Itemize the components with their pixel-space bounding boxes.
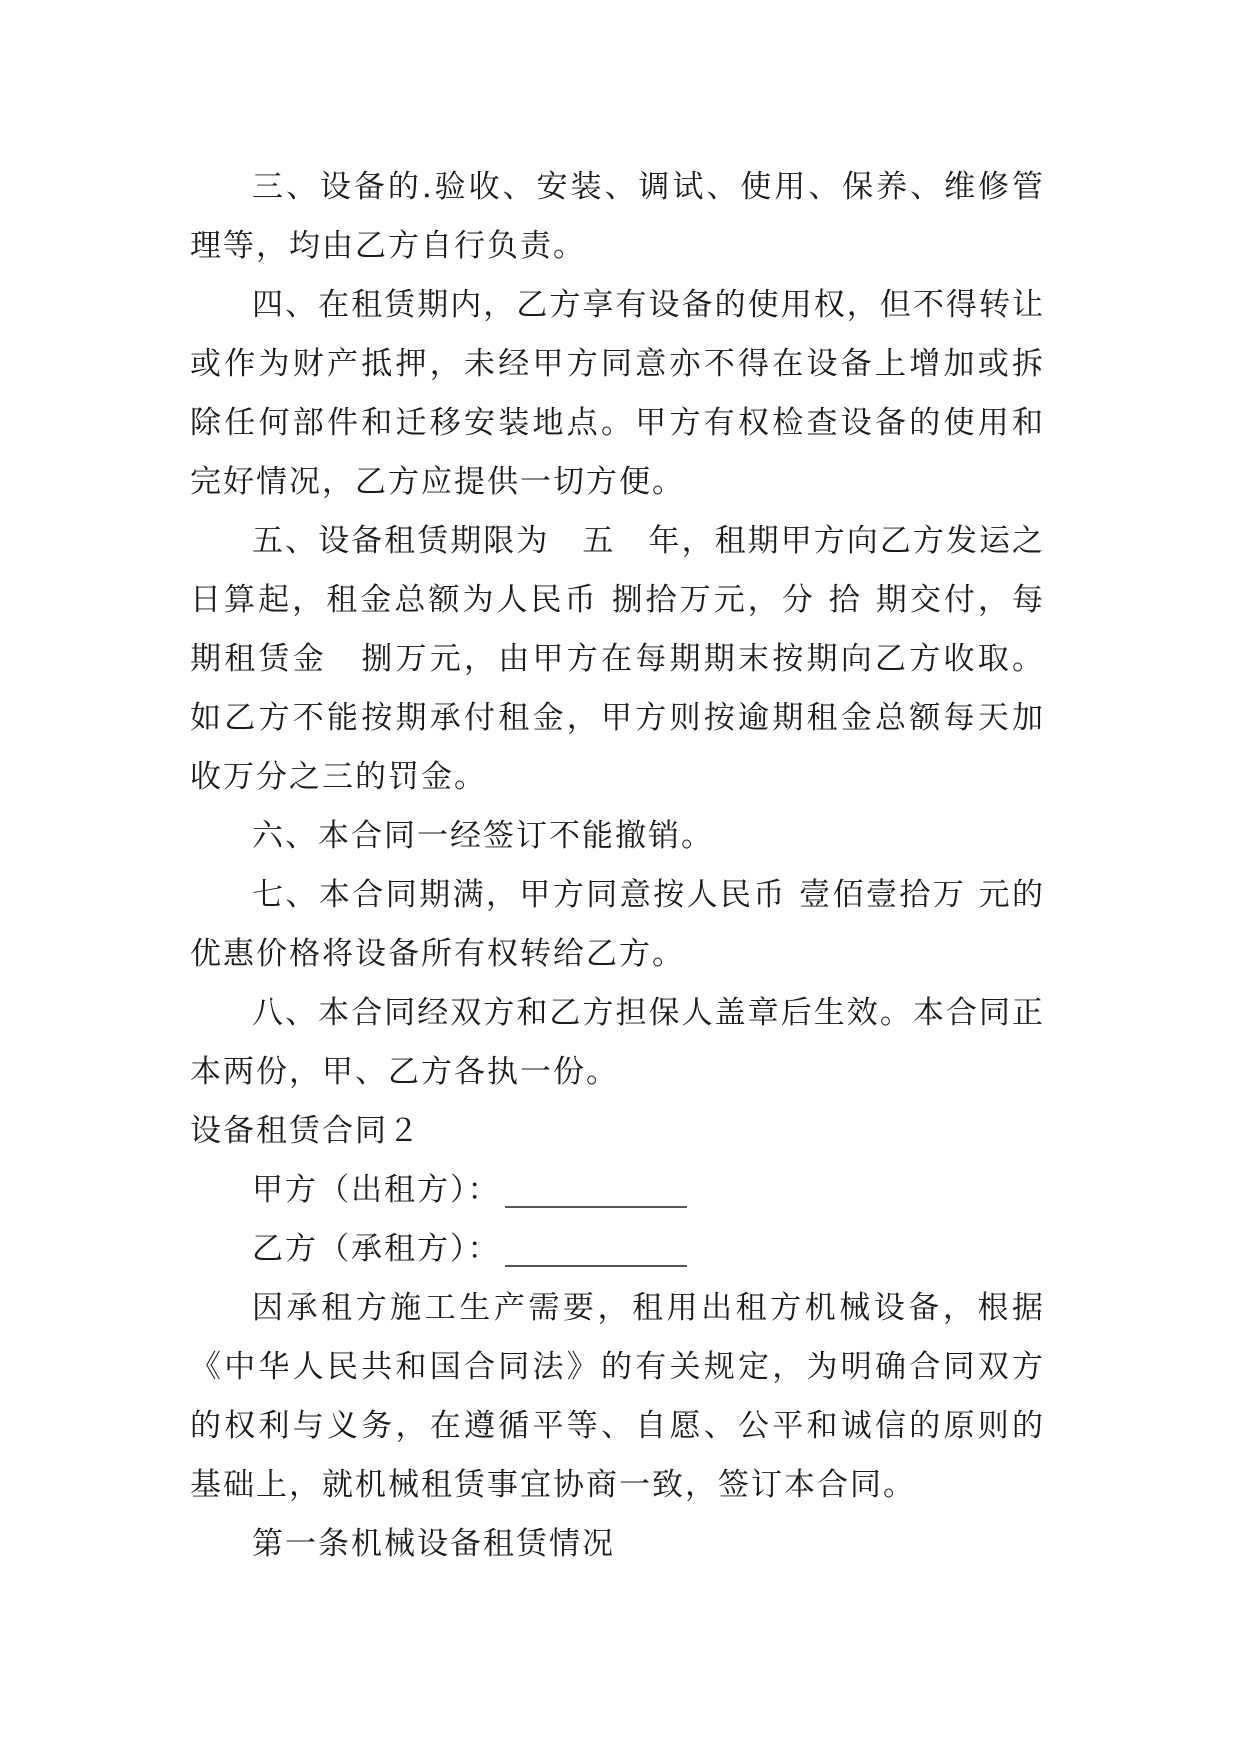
party-a-blank <box>505 1175 687 1208</box>
clause-4: 四、在租赁期内，乙方享有设备的使用权，但不得转让或作为财产抵押，未经甲方同意亦不得在设备上增加或拆除任何部件和迁移安装地点。甲方有权检查设备的使用和完好情况，乙方应提供一切方便。 <box>190 287 1045 500</box>
party-b-blank <box>505 1234 687 1267</box>
article-1-heading: 第一条机械设备租赁情况 <box>252 1526 615 1562</box>
clause-7: 七、本合同期满，甲方同意按人民币 壹佰壹拾万 元的优惠价格将设备所有权转给乙方。 <box>190 877 1045 972</box>
section-title: 设备租赁合同２ <box>190 1113 421 1149</box>
clause-3: 三、设备的.验收、安装、调试、使用、保养、维修管理等，均由乙方自行负责。 <box>190 169 1045 264</box>
document-body <box>190 158 1045 1574</box>
clause-5: 五、设备租赁期限为 五 年，租期甲方向乙方发运之日算起，租金总额为人民币 捌拾万元，分 拾 期交付，每期租赁金 捌万元，由甲方在每期期末按期向乙方收取。如乙方不能按期承付租金，甲方则按逾期租金总额每天加收万分之三的罚金。 <box>190 523 1045 795</box>
party-a-line <box>190 1161 1045 1220</box>
party-b-label: 乙方（承租方）： <box>252 1231 501 1267</box>
clause-6: 六、本合同一经签订不能撤销。 <box>252 818 714 854</box>
clause-8: 八、本合同经双方和乙方担保人盖章后生效。本合同正本两份，甲、乙方各执一份。 <box>190 995 1045 1090</box>
party-b-line <box>190 1220 1045 1279</box>
party-a-label: 甲方（出租方）： <box>252 1172 501 1208</box>
preamble-paragraph: 因承租方施工生产需要，租用出租方机械设备，根据《中华人民共和国合同法》的有关规定，为明确合同双方的权利与义务，在遵循平等、自愿、公平和诚信的原则的基础上，就机械租赁事宜协商一致，签订本合同。 <box>190 1290 1045 1503</box>
